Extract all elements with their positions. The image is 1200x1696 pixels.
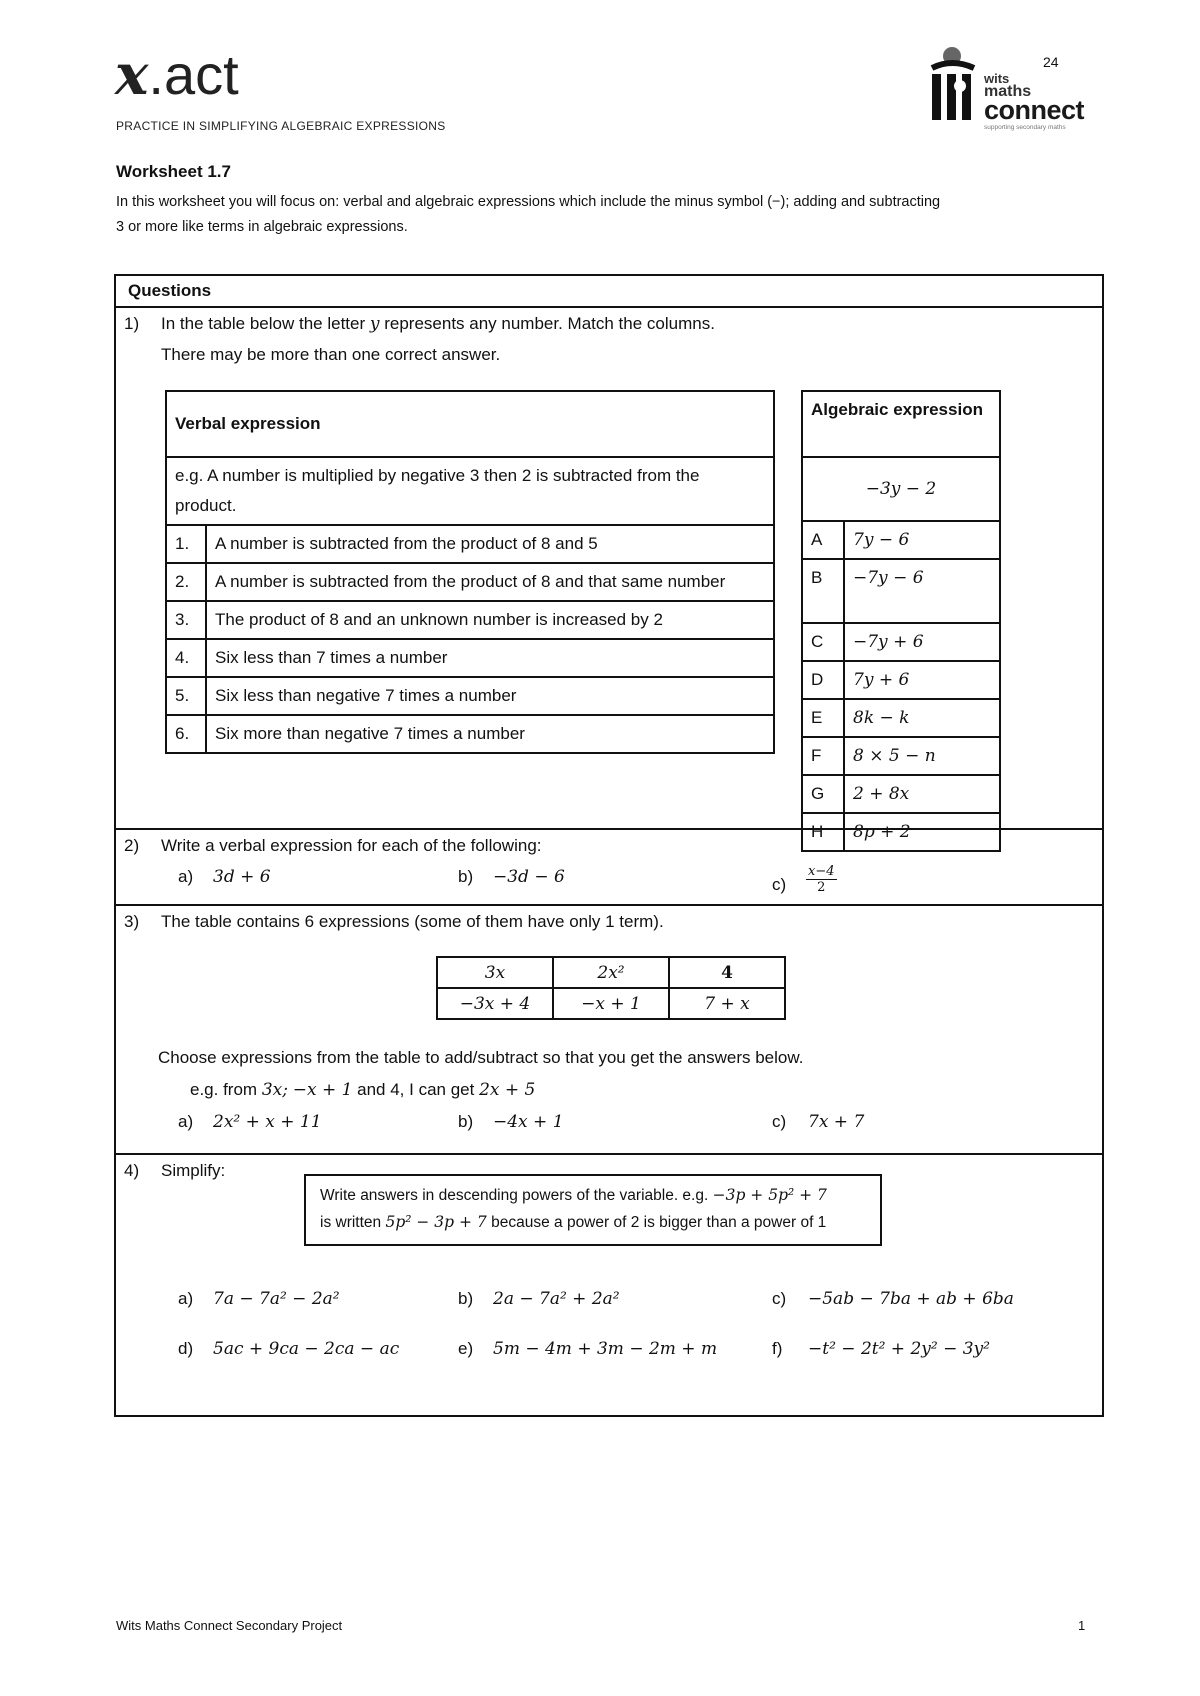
worksheet-title: Worksheet 1.7 xyxy=(116,162,231,181)
q4-item-expr: 5m − 4m + 3m − 2m + m xyxy=(493,1339,718,1359)
alg-row xyxy=(802,559,1000,623)
q4-item-label: f) xyxy=(772,1339,783,1358)
hint-l2-expr: 5p² − 3p + 7 xyxy=(385,1213,487,1231)
q4-number: 4) xyxy=(124,1161,140,1180)
alg-expr: 8 × 5 − n xyxy=(844,737,1000,775)
q4-item-label: a) xyxy=(178,1289,194,1308)
q3-b-expr: −4x + 1 xyxy=(493,1112,564,1132)
logo-connect: connect xyxy=(984,95,1085,125)
verbal-num: 3. xyxy=(166,601,206,639)
questions-header: Questions xyxy=(128,281,212,300)
brand-suffix: .act xyxy=(148,43,239,106)
verbal-text: The product of 8 and an unknown number is increased by 2 xyxy=(206,601,774,639)
q4-item-expr: 5ac + 9ca − 2ca − ac xyxy=(213,1339,400,1359)
verbal-num: 2. xyxy=(166,563,206,601)
brand-x: x xyxy=(115,42,149,108)
alg-label: D xyxy=(802,661,844,699)
q4-hint-box xyxy=(304,1174,882,1246)
worksheet-intro xyxy=(116,190,1096,240)
logo-maths: maths xyxy=(984,83,1032,100)
q3-example-text-a: e.g. from xyxy=(190,1080,258,1099)
alg-example: −3y − 2 xyxy=(802,457,1000,521)
q1-number: 1) xyxy=(124,314,140,333)
verbal-text: Six less than 7 times a number xyxy=(206,639,774,677)
verbal-text: Six more than negative 7 times a number xyxy=(206,715,774,753)
intro-line-2: 3 or more like terms in algebraic expressions. xyxy=(116,219,408,235)
q3-a-label: a) xyxy=(178,1112,194,1131)
logo-tagline: supporting secondary maths xyxy=(984,124,1066,131)
q2-b-label: b) xyxy=(458,867,474,886)
verbal-row xyxy=(166,525,774,563)
footer-project: Wits Maths Connect Secondary Project xyxy=(116,1618,343,1633)
alg-expr: −7y + 6 xyxy=(844,623,1000,661)
q3-instruction: Choose expressions from the table to add/subtract so that you get the answers below. xyxy=(158,1048,804,1067)
q3-cell: −x + 1 xyxy=(553,988,669,1019)
q2-text: Write a verbal expression for each of the following: xyxy=(161,836,542,855)
alg-label: G xyxy=(802,775,844,813)
q1-var: y xyxy=(369,314,380,334)
q1-text-b: represents any number. Match the columns. xyxy=(384,314,715,333)
q3-example-term-3: 2x + 5 xyxy=(479,1080,536,1100)
q4-item-expr: −5ab − 7ba + ab + 6ba xyxy=(808,1289,1014,1309)
q3-b-label: b) xyxy=(458,1112,474,1131)
q3-c-label: c) xyxy=(772,1112,787,1131)
q3-cell: −3x + 4 xyxy=(437,988,553,1019)
q2-b-expr: −3d − 6 xyxy=(493,867,565,887)
verbal-num: 4. xyxy=(166,639,206,677)
alg-row xyxy=(802,699,1000,737)
alg-row xyxy=(802,775,1000,813)
q4-item-expr: 2a − 7a² + 2a² xyxy=(493,1289,620,1309)
verbal-row xyxy=(166,563,774,601)
wits-maths-connect-logo xyxy=(926,46,1101,131)
hint-line-1 xyxy=(320,1182,866,1209)
alg-row xyxy=(802,737,1000,775)
intro-line-1: In this worksheet you will focus on: verbal and algebraic expressions which include the minus symbol (−); adding and subtracting xyxy=(116,194,941,210)
q2-c-numerator: x−4 xyxy=(808,864,835,879)
alg-label: F xyxy=(802,737,844,775)
verbal-row xyxy=(166,601,774,639)
q1-text-a: In the table below the letter xyxy=(161,314,366,333)
q3-example-term-1: 3x; xyxy=(261,1080,288,1100)
verbal-num: 6. xyxy=(166,715,206,753)
q3-cell: 2x² xyxy=(553,957,669,988)
q2-c-fraction xyxy=(806,864,837,895)
q1-text-line-2: There may be more than one correct answer. xyxy=(161,345,501,364)
q3-a-expr: 2x² + x + 11 xyxy=(213,1112,322,1132)
q3-number: 3) xyxy=(124,912,140,931)
hint-line-2 xyxy=(320,1209,866,1236)
verbal-num: 5. xyxy=(166,677,206,715)
q2-a-label: a) xyxy=(178,867,194,886)
alg-label: C xyxy=(802,623,844,661)
q3-text: The table contains 6 expressions (some of them have only 1 term). xyxy=(161,912,664,931)
alg-label: B xyxy=(802,559,844,623)
q3-cell: 7 + x xyxy=(669,988,785,1019)
alg-expr: 2 + 8x xyxy=(844,775,1000,813)
footer-page-number: 1 xyxy=(1078,1618,1086,1633)
q4-item-expr: −t² − 2t² + 2y² − 3y² xyxy=(808,1339,990,1359)
subtitle: PRACTICE IN SIMPLIFYING ALGEBRAIC EXPRESSIONS xyxy=(116,119,446,133)
q2-a-expr: 3d + 6 xyxy=(213,867,271,887)
q4-item-label: c) xyxy=(772,1289,787,1308)
q2-number: 2) xyxy=(124,836,140,855)
alg-label: H xyxy=(802,813,844,851)
logo-wits: wits xyxy=(984,71,1010,86)
alg-expr: 8p + 2 xyxy=(844,813,1000,851)
questions-header-box xyxy=(114,274,1104,308)
q1-text-line-1 xyxy=(161,314,715,334)
q4-item-label: e) xyxy=(458,1339,474,1358)
verbal-text: A number is subtracted from the product of 8 and 5 xyxy=(206,525,774,563)
verbal-num: 1. xyxy=(166,525,206,563)
algebraic-expression-table xyxy=(801,390,1001,852)
q3-example-term-2: −x + 1 xyxy=(292,1080,353,1100)
q4-item-expr: 7a − 7a² − 2a² xyxy=(213,1289,340,1309)
q3-example-text-b: and 4, I can get xyxy=(357,1080,475,1099)
verbal-row xyxy=(166,639,774,677)
alg-expr: 7y − 6 xyxy=(844,521,1000,559)
alg-label: E xyxy=(802,699,844,737)
verbal-text: A number is subtracted from the product of 8 and that same number xyxy=(206,563,774,601)
alg-expr: 7y + 6 xyxy=(844,661,1000,699)
page-number-top: 24 xyxy=(1043,54,1059,70)
alg-row xyxy=(802,521,1000,559)
brand-logo-text xyxy=(115,44,239,106)
hint-l2-text-a: is written xyxy=(320,1214,382,1231)
q4-item-label: d) xyxy=(178,1339,194,1358)
q2-c-denominator: 2 xyxy=(817,880,826,895)
hint-l2-text-b: because a power of 2 is bigger than a power of 1 xyxy=(491,1214,827,1231)
alg-label: A xyxy=(802,521,844,559)
hint-l1-expr: −3p + 5p² + 7 xyxy=(712,1186,827,1204)
alg-row xyxy=(802,661,1000,699)
q3-expression-table xyxy=(436,956,786,1020)
alg-header: Algebraic expression xyxy=(802,391,1000,457)
verbal-expression-table xyxy=(165,390,775,754)
q3-example xyxy=(190,1080,535,1100)
q3-cell: 4 xyxy=(669,957,785,988)
q4-text: Simplify: xyxy=(161,1161,226,1180)
verbal-example: e.g. A number is multiplied by negative 3 then 2 is subtracted from the product. xyxy=(166,457,774,525)
q3-c-expr: 7x + 7 xyxy=(808,1112,865,1132)
verbal-header: Verbal expression xyxy=(166,391,774,457)
q4-item-label: b) xyxy=(458,1289,474,1308)
verbal-row xyxy=(166,677,774,715)
alg-expr: 8k − k xyxy=(844,699,1000,737)
q2-c-label: c) xyxy=(772,875,787,894)
verbal-row xyxy=(166,715,774,753)
alg-expr: −7y − 6 xyxy=(844,559,1000,623)
alg-row xyxy=(802,623,1000,661)
verbal-text: Six less than negative 7 times a number xyxy=(206,677,774,715)
q3-cell: 3x xyxy=(437,957,553,988)
hint-l1-text: Write answers in descending powers of the variable. e.g. xyxy=(320,1187,709,1204)
